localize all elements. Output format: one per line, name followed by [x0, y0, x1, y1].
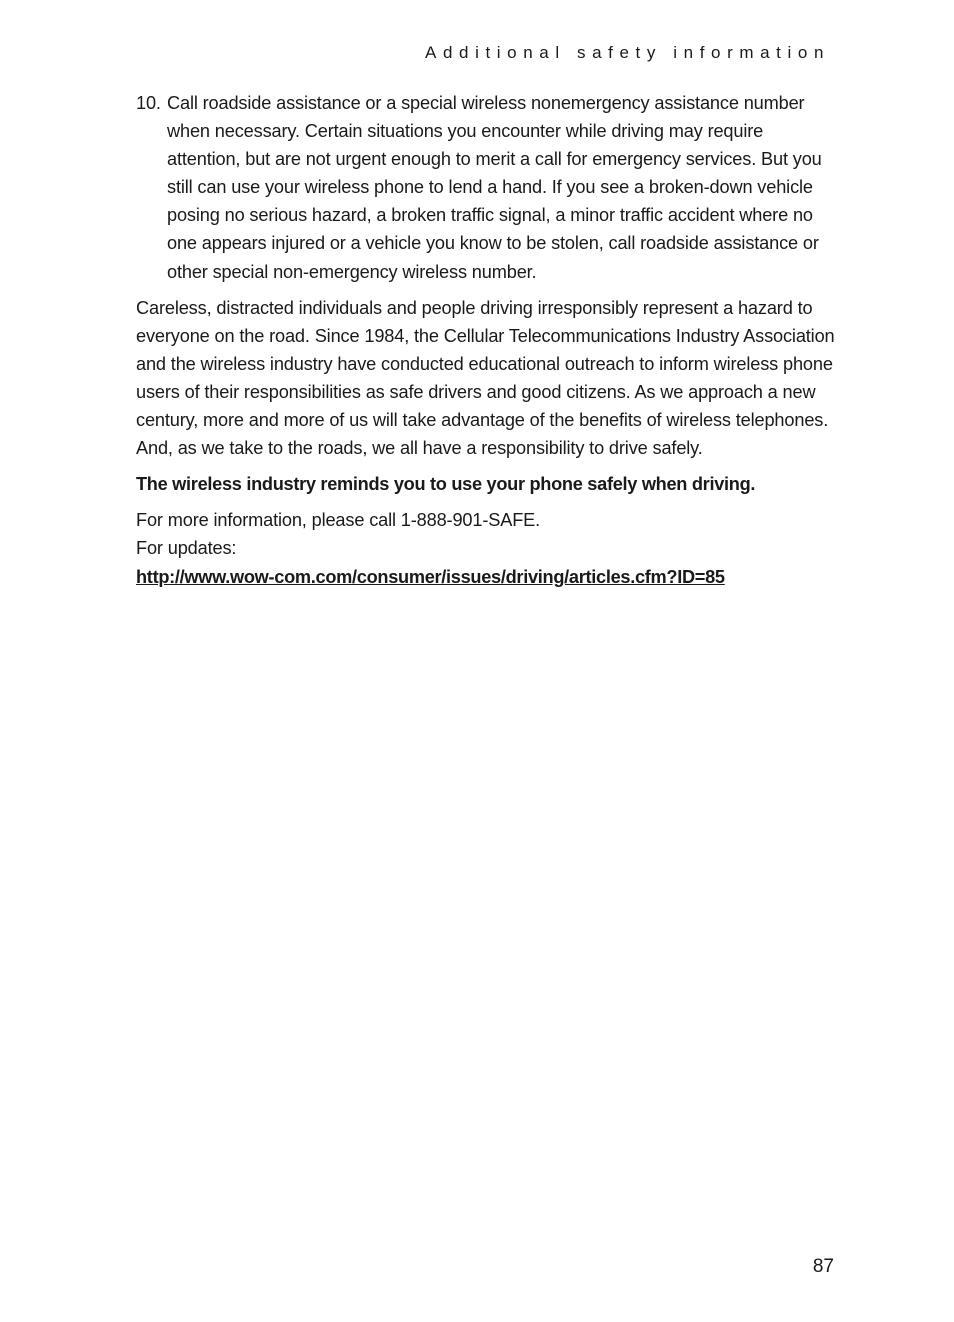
- info-block: [136, 506, 836, 590]
- body-paragraph: Careless, distracted individuals and people driving irresponsibly represent a hazard to everyone on the road. Since 1984, the Cellular Telecommunications Industry Association and the wireless industry have conducted educational outreach to inform wireless phone users of their responsibilities as safe drivers and good citizens. As we approach a new century, more and more of us will take advantage of the benefits of wireless telephones. And, as we take to the roads, we all have a responsibility to drive safely.: [136, 297, 835, 459]
- more-info-text: For more information, please call 1-888-901-SAFE.: [136, 510, 541, 531]
- list-item-10: [136, 89, 836, 286]
- updates-link[interactable]: http://www.wow-com.com/consumer/issues/driving/articles.cfm?ID=85: [136, 566, 725, 587]
- list-item-text: Call roadside assistance or a special wireless nonemergency assistance number when necessary. Certain situations you encounter while driving may require attention, but are not urgent enough to merit a call for emergency services. But you still can use your wireless phone to lend a hand. If you see a broken-down vehicle posing no serious hazard, a broken traffic signal, a minor traffic accident where no one appears injured or a vehicle you know to be stolen, call roadside assistance or other special non-emergency wireless number.: [167, 93, 822, 282]
- page-content: [136, 89, 836, 591]
- running-header: Additional safety information: [425, 43, 830, 62]
- page-number: 87: [812, 1256, 834, 1277]
- updates-label: For updates:: [136, 538, 237, 559]
- list-item-number: 10.: [136, 93, 161, 113]
- reminder-statement: The wireless industry reminds you to use your phone safely when driving.: [136, 474, 756, 495]
